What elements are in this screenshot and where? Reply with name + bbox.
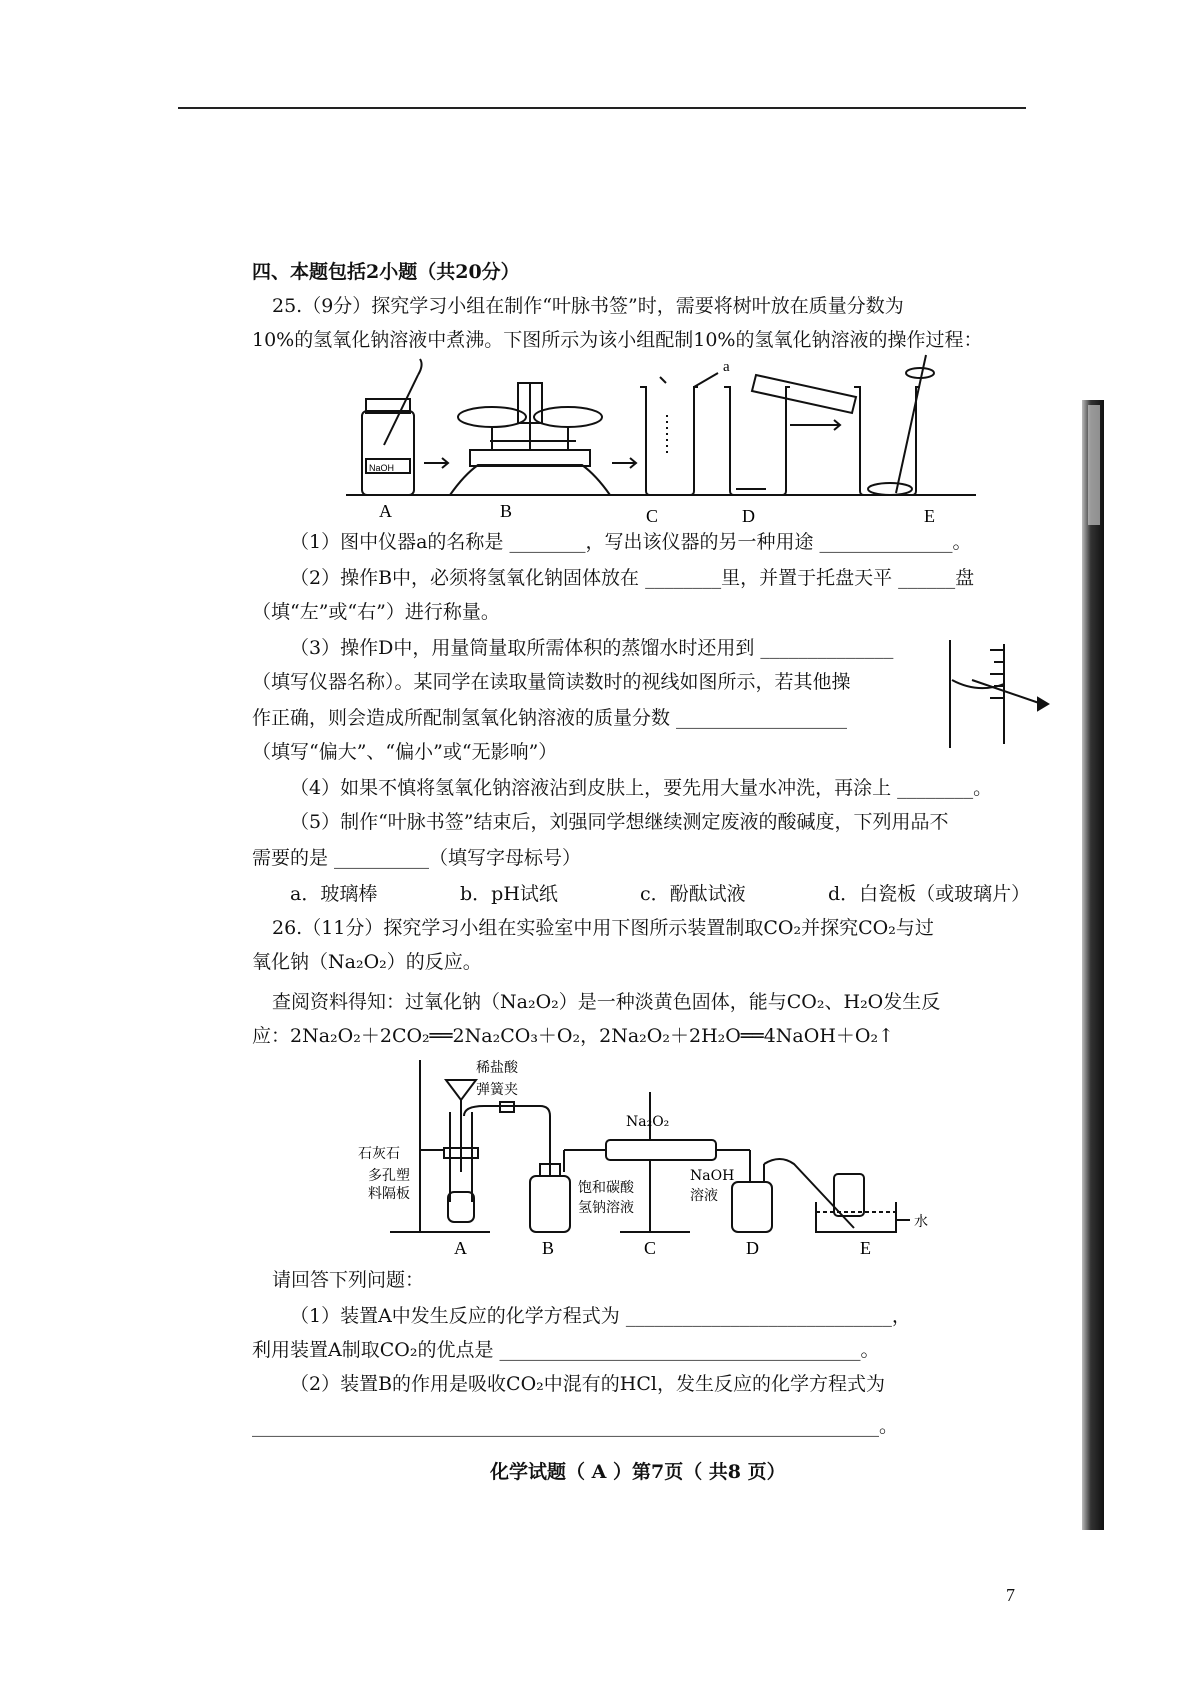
fig1-label-c: C	[646, 506, 659, 526]
q26-q1-line2: 利用装置A制取CO₂的优点是 ______________________________________。	[252, 1339, 880, 1361]
fig1-jar-label: NaOH	[369, 463, 395, 473]
page-number: 7	[1006, 1585, 1015, 1605]
q25-part3-line1: （3）操作D中，用量筒量取所需体积的蒸馏水时还用到 ______________	[290, 637, 894, 659]
fig2-nahco3-line2: 氢钠溶液	[578, 1200, 634, 1216]
fig2-label-e: E	[860, 1238, 871, 1258]
fig2-label-d: D	[746, 1238, 759, 1258]
q26-intro-line1: 26.（11分）探究学习小组在实验室中用下图所示装置制取CO₂并探究CO₂与过	[272, 917, 934, 939]
scan-speck	[1088, 405, 1100, 525]
q25-part5-line2: 需要的是 __________（填写字母标号）	[252, 847, 582, 869]
q25-part3-line3: 作正确，则会造成所配制氢氧化钠溶液的质量分数 __________________	[252, 707, 848, 729]
q26-q1-line1: （1）装置A中发生反应的化学方程式为 ____________________________，	[290, 1305, 911, 1327]
page-footer: 化学试题（ A ）第7页（ 共8 页）	[490, 1461, 786, 1483]
fig1-mark-a: a	[723, 359, 730, 375]
fig1-label-e: E	[924, 506, 935, 526]
fig2-hcl: 稀盐酸	[476, 1060, 518, 1076]
q26-ask: 请回答下列问题：	[272, 1269, 425, 1291]
fig1-label-a: A	[379, 501, 392, 521]
scan-edge-shadow	[1082, 400, 1104, 1530]
fig2-label-c: C	[644, 1238, 657, 1258]
fig2-label-b: B	[542, 1238, 555, 1258]
q25-intro-line1: 25.（9分）探究学习小组在制作“叶脉书签”时，需要将树叶放在质量分数为	[272, 295, 904, 317]
q25-reading-sketch	[946, 640, 1066, 750]
fig2-limestone: 石灰石	[358, 1146, 400, 1162]
q25-part2-line1: （2）操作B中，必须将氢氧化钠固体放在 ________里，并置于托盘天平 ______盘	[290, 567, 975, 589]
q25-part4: （4）如果不慎将氢氧化钠溶液沾到皮肤上，要先用大量水冲洗，再涂上 ________。	[290, 777, 993, 799]
fig1-label-b: B	[500, 501, 513, 521]
fig2-naoh-line2: 溶液	[690, 1188, 718, 1204]
q25-part5-line1: （5）制作“叶脉书签”结束后，刘强同学想继续测定废液的酸碱度，下列用品不	[290, 811, 949, 833]
fig2-naoh-line1: NaOH	[690, 1168, 735, 1184]
fig2-clamp: 弹簧夹	[476, 1082, 518, 1098]
fig2-label-a: A	[454, 1238, 467, 1258]
q26-info-line2: 应：2Na₂O₂＋2CO₂══2Na₂CO₃＋O₂，2Na₂O₂＋2H₂O══4NaOH＋O₂↑	[252, 1025, 895, 1047]
q25-figure	[340, 355, 980, 526]
fig2-na2o2: Na₂O₂	[626, 1114, 670, 1130]
q25-option-d: d．白瓷板（或玻璃片）	[828, 883, 1031, 905]
q25-option-c: c．酚酞试液	[640, 883, 746, 905]
fig2-water: 水	[914, 1214, 928, 1230]
q25-part2-line2: （填“左”或“右”）进行称量。	[252, 601, 500, 623]
q25-part3-line2: （填写仪器名称）。某同学在读取量筒读数时的视线如图所示，若其他操	[252, 671, 851, 693]
q25-option-a: a．玻璃棒	[290, 883, 378, 905]
fig2-plate-line2: 料隔板	[368, 1186, 410, 1202]
q26-figure	[350, 1052, 950, 1262]
q26-q2-line2: __________________________________________________________________。	[252, 1415, 899, 1437]
fig1-label-d: D	[742, 506, 755, 526]
fig2-plate-line1: 多孔塑	[368, 1168, 410, 1184]
q26-info-line1: 查阅资料得知：过氧化钠（Na₂O₂）是一种淡黄色固体，能与CO₂、H₂O发生反	[272, 991, 941, 1013]
q25-option-b: b．pH试纸	[460, 883, 558, 905]
fig2-nahco3-line1: 饱和碳酸	[578, 1180, 634, 1196]
q25-intro-line2: 10%的氢氧化钠溶液中煮沸。下图所示为该小组配制10%的氢氧化钠溶液的操作过程：	[252, 329, 983, 351]
header-rule	[178, 107, 1026, 109]
q25-part3-line4: （填写“偏大”、“偏小”或“无影响”）	[252, 741, 558, 763]
q26-intro-line2: 氧化钠（Na₂O₂）的反应。	[252, 951, 482, 973]
q26-q2-line1: （2）装置B的作用是吸收CO₂中混有的HCl，发生反应的化学方程式为	[290, 1373, 885, 1395]
q25-part1: （1）图中仪器a的名称是 ________，写出该仪器的另一种用途 ______________。	[290, 531, 972, 553]
section-title: 四、本题包括2小题（共20分）	[252, 261, 520, 283]
